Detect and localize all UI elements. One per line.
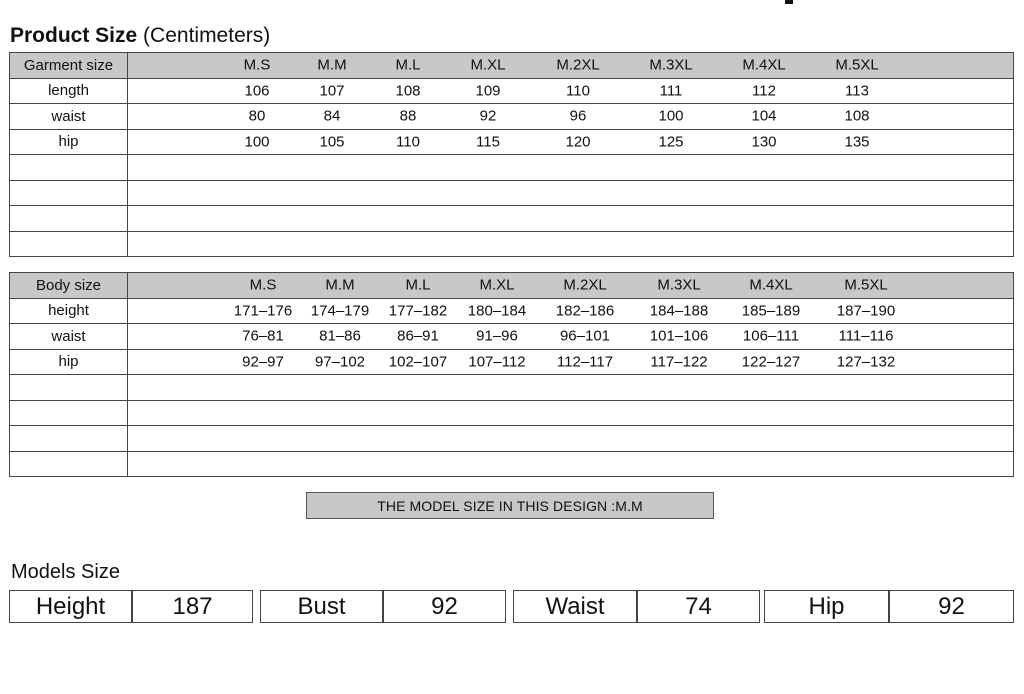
table-cell: M.2XL (556, 56, 600, 74)
table-row (10, 324, 1014, 350)
table-cell: 104 (751, 107, 777, 125)
table-cell: M.L (405, 276, 431, 294)
table-cell: 80 (248, 107, 266, 125)
body-size-table (9, 272, 1014, 477)
table-cell: 106–111 (742, 327, 800, 345)
table-cell: M.M (325, 276, 355, 294)
body-header-label: Body size (10, 273, 128, 299)
table-cell: 180–184 (467, 302, 527, 320)
table-cell: 182–186 (555, 302, 615, 320)
table-cell: M.3XL (657, 276, 701, 294)
model-hip-value: 92 (889, 590, 1014, 623)
table-cell: 177–182 (388, 302, 448, 320)
row-label: hip (10, 129, 128, 155)
table-cell: 101–106 (649, 327, 709, 345)
model-hip-label: Hip (764, 590, 889, 623)
table-row (10, 349, 1014, 375)
row-values (128, 79, 1013, 104)
table-cell: 92–97 (242, 353, 284, 371)
table-cell: 109 (475, 82, 501, 100)
empty-row (10, 231, 1014, 257)
row-values (128, 299, 1013, 324)
table-cell: 111–116 (838, 327, 894, 345)
table-cell: 96 (569, 107, 587, 125)
empty-row (10, 375, 1014, 401)
table-cell: M.5XL (844, 276, 888, 294)
table-cell: 100 (658, 107, 684, 125)
table-cell: 112–117 (556, 353, 614, 371)
table-row (10, 78, 1014, 104)
empty-row (10, 451, 1014, 477)
table-cell: M.M (317, 56, 347, 74)
table-cell: 108 (395, 82, 421, 100)
empty-row (10, 400, 1014, 426)
table-cell: 171–176 (233, 302, 293, 320)
table-cell: 113 (845, 82, 869, 100)
page-title-main: Product Size (10, 24, 138, 47)
model-waist-value: 74 (637, 590, 760, 623)
table-row (10, 104, 1014, 130)
table-cell: 112 (752, 82, 776, 100)
model-height-value: 187 (132, 590, 253, 623)
empty-row (10, 155, 1014, 181)
table-cell: 187–190 (836, 302, 896, 320)
table-cell: M.3XL (649, 56, 693, 74)
row-label: waist (10, 104, 128, 130)
model-size-note: THE MODEL SIZE IN THIS DESIGN :M.M (306, 492, 714, 519)
table-row (10, 298, 1014, 324)
table-cell: 184–188 (649, 302, 709, 320)
table-cell: 96–101 (559, 327, 611, 345)
row-values (128, 350, 1013, 375)
table-cell: 102–107 (388, 353, 448, 371)
model-bust-value: 92 (383, 590, 506, 623)
table-cell: 81–86 (319, 327, 361, 345)
table-cell: 92 (479, 107, 497, 125)
table-cell: 105 (319, 133, 345, 151)
table-cell: 120 (565, 133, 591, 151)
garment-size-headers (128, 53, 1013, 78)
table-cell: 91–96 (476, 327, 518, 345)
table-cell: 100 (244, 133, 270, 151)
table-cell: M.2XL (563, 276, 607, 294)
table-cell: M.5XL (835, 56, 879, 74)
top-decorative-mark (785, 0, 793, 4)
table-cell: 122–127 (741, 353, 801, 371)
table-cell: 115 (476, 133, 500, 151)
table-cell: M.XL (479, 276, 515, 294)
table-cell: 125 (658, 133, 684, 151)
row-label: hip (10, 349, 128, 375)
table-cell: 107 (319, 82, 345, 100)
table-cell: M.4XL (749, 276, 793, 294)
row-label: height (10, 298, 128, 324)
table-cell: 86–91 (397, 327, 439, 345)
table-cell: 185–189 (741, 302, 801, 320)
table-cell: 174–179 (310, 302, 370, 320)
table-cell: 108 (844, 107, 870, 125)
table-cell: 76–81 (242, 327, 284, 345)
table-cell: 107–112 (468, 353, 526, 371)
empty-row (10, 206, 1014, 232)
body-size-headers (128, 273, 1013, 298)
table-cell: 97–102 (314, 353, 366, 371)
garment-size-table (9, 52, 1014, 257)
table-cell: 110 (396, 133, 420, 151)
table-cell: 110 (566, 82, 590, 100)
row-label: length (10, 78, 128, 104)
table-cell: 88 (399, 107, 417, 125)
table-cell: 127–132 (836, 353, 896, 371)
model-waist-label: Waist (513, 590, 637, 623)
page-title-unit: (Centimeters) (143, 24, 271, 47)
empty-row (10, 426, 1014, 452)
table-cell: 130 (751, 133, 777, 151)
row-values (128, 130, 1013, 155)
table-row (10, 129, 1014, 155)
garment-header-row (10, 53, 1014, 79)
table-cell: M.L (395, 56, 421, 74)
page-title (10, 24, 270, 48)
table-cell: M.S (249, 276, 277, 294)
row-values (128, 104, 1013, 129)
row-values (128, 324, 1013, 349)
table-cell: 111 (659, 82, 683, 100)
table-cell: 117–122 (650, 353, 708, 371)
empty-row (10, 180, 1014, 206)
models-size-title: Models Size (11, 561, 120, 583)
garment-header-label: Garment size (10, 53, 128, 79)
table-cell: M.4XL (742, 56, 786, 74)
row-label: waist (10, 324, 128, 350)
table-cell: 135 (844, 133, 870, 151)
model-bust-label: Bust (260, 590, 383, 623)
table-cell: M.XL (470, 56, 506, 74)
model-height-label: Height (9, 590, 132, 623)
body-header-row (10, 273, 1014, 299)
table-cell: 106 (244, 82, 270, 100)
table-cell: M.S (243, 56, 271, 74)
table-cell: 84 (323, 107, 341, 125)
